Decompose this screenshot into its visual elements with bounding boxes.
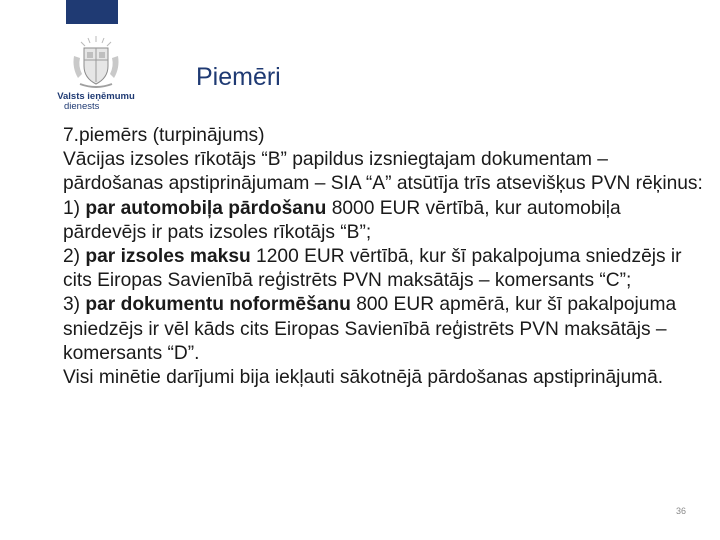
example-heading: 7.piemērs (turpinājums) (63, 125, 265, 146)
slide-body (63, 124, 703, 390)
item-text: 1200 EUR vērtībā, kur šī pakalpojuma sniedzējs ir cits Eiropas Savienībā reģistrēts PVN maksātājs – komersants “C”; (63, 246, 682, 292)
coat-of-arms-icon (68, 34, 124, 90)
list-item-1 (63, 197, 703, 245)
page-number: 36 (676, 506, 687, 516)
item-number: 1) (63, 197, 86, 219)
closing-paragraph: Visi minētie darījumi bija iekļauti sākotnējā pārdošanas apstiprinājumā. (63, 367, 664, 389)
item-number: 3) (63, 294, 86, 316)
item-bold-text: par izsoles maksu (85, 246, 251, 268)
list-item-3 (63, 293, 703, 366)
top-flag-bar (66, 0, 118, 24)
logo-text-line1: Valsts ieņēmumu (57, 91, 135, 102)
item-number: 2) (63, 246, 86, 268)
intro-paragraph: Vācijas izsoles rīkotājs “B” papildus izsniegtajam dokumentam – pārdošanas apstiprinājumam – SIA “A” atsūtīja trīs atsevišķus PVN rēķinus: (63, 149, 703, 195)
item-text: 800 EUR apmērā, kur šī pakalpojuma sniedzējs ir vēl kāds cits Eiropas Savienībā reģistrēts PVN maksātājs – komersants “D”. (63, 294, 677, 364)
item-bold-text: par automobiļa pārdošanu (85, 197, 327, 219)
item-bold-text: par dokumentu noformēšanu (85, 294, 351, 316)
list-item-2 (63, 245, 703, 293)
logo-text-line2: dienests (64, 101, 100, 112)
item-text: 8000 EUR vērtībā, kur automobiļa pārdevējs ir pats izsoles rīkotājs “B”; (63, 197, 621, 243)
slide-title: Piemēri (196, 63, 281, 91)
vid-logo (48, 34, 144, 120)
